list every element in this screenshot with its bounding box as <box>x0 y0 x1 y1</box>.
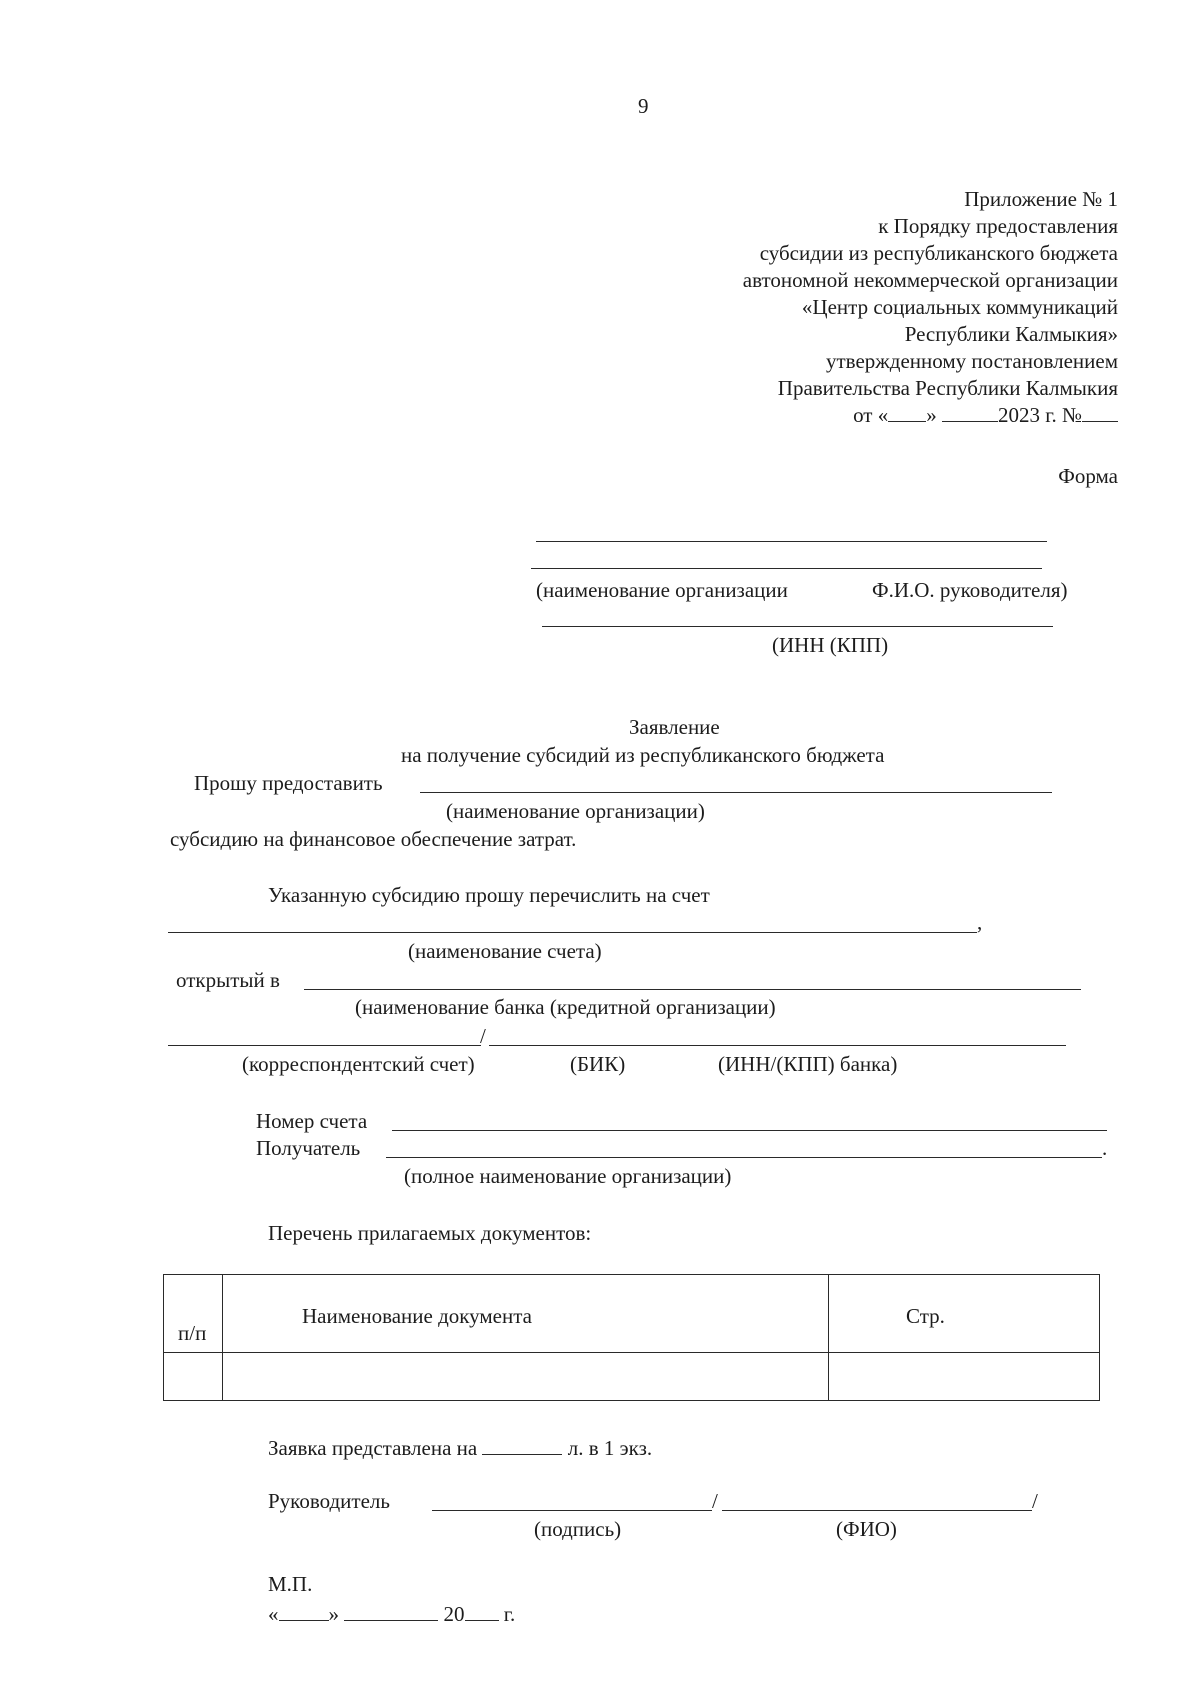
bik-caption: (БИК) <box>570 1052 626 1076</box>
pages-blank <box>482 1436 562 1455</box>
account-name-line <box>168 932 977 933</box>
bank-caption: (наименование банка (кредитной организации) <box>355 995 776 1019</box>
appendix-line-8: Правительства Республики Калмыкия <box>777 376 1118 400</box>
appendix-date-line <box>743 402 1118 429</box>
documents-table <box>163 1274 1100 1401</box>
document-subtitle: на получение субсидий из республиканского бюджета <box>401 743 885 767</box>
head-label: Руководитель <box>268 1489 390 1513</box>
stamp-label: М.П. <box>268 1572 313 1596</box>
bik-inn-line <box>489 1045 1066 1046</box>
appendix-line-2: к Порядку предоставления <box>878 214 1118 238</box>
application-prefix: Заявка представлена на <box>268 1436 478 1460</box>
recipient-label: Получатель <box>256 1136 361 1160</box>
head-fio-caption: Ф.И.О. руководителя) <box>872 578 1068 602</box>
opened-in-label: открытый в <box>176 968 280 992</box>
org-name-caption: (наименование организации <box>536 578 788 602</box>
fio-caption: (ФИО) <box>836 1517 897 1541</box>
full-name-caption: (полное наименование организации) <box>404 1164 732 1188</box>
signature-caption: (подпись) <box>534 1517 622 1541</box>
bank-slash: / <box>480 1024 486 1048</box>
year-blank <box>465 1602 499 1621</box>
recipient-line <box>386 1157 1102 1158</box>
date-open-quote: « <box>268 1602 279 1626</box>
appendix-line-4: автономной некоммерческой организации <box>742 268 1118 292</box>
request-org-caption: (наименование организации) <box>446 799 705 823</box>
bank-line <box>304 989 1081 990</box>
date-year: 2023 г. № <box>997 403 1082 427</box>
inn-line <box>542 626 1053 627</box>
account-caption: (наименование счета) <box>408 939 602 963</box>
appendix-line-3: субсидии из республиканского бюджета <box>759 241 1118 265</box>
month-blank <box>344 1602 438 1621</box>
corr-account-caption: (корреспондентский счет) <box>242 1052 475 1076</box>
request-prefix: Прошу предоставить <box>194 771 383 795</box>
org-head-line <box>531 568 1042 569</box>
account-number-label: Номер счета <box>256 1109 368 1133</box>
table-col-divider-1 <box>222 1275 223 1400</box>
document-title: Заявление <box>629 715 720 739</box>
appendix-line-7: утвержденному постановлением <box>825 349 1118 373</box>
transfer-intro: Указанную субсидию прошу перечислить на счет <box>268 883 710 907</box>
year-prefix: 20 <box>443 1602 465 1626</box>
fio-line <box>722 1510 1032 1511</box>
table-row-divider <box>164 1352 1099 1353</box>
table-col-divider-2 <box>828 1275 829 1400</box>
corr-account-line <box>168 1045 481 1046</box>
appendix-line-5: «Центр социальных коммуникаций <box>801 295 1118 319</box>
date-mid: » <box>926 403 937 427</box>
appendix-line-6: Республики Калмыкия» <box>904 322 1118 346</box>
org-name-line <box>536 541 1047 542</box>
account-number-line <box>392 1130 1107 1131</box>
form-label: Форма <box>1058 464 1118 488</box>
appendix-block <box>743 186 1118 429</box>
day-blank <box>888 403 926 422</box>
request-org-line <box>420 792 1052 793</box>
fio-slash: / <box>1032 1489 1038 1513</box>
col-number-header: п/п <box>178 1321 207 1345</box>
application-suffix: л. в 1 экз. <box>567 1436 653 1460</box>
account-comma: , <box>977 910 983 934</box>
day-blank <box>279 1602 329 1621</box>
date-close-quote: » <box>328 1602 339 1626</box>
col-document-header: Наименование документа <box>302 1304 532 1328</box>
inn-caption: (ИНН (КПП) <box>772 633 889 657</box>
signature-line <box>432 1510 712 1511</box>
appendix-line-1: Приложение № 1 <box>964 187 1118 211</box>
number-blank <box>1082 403 1118 422</box>
col-page-header: Стр. <box>906 1304 945 1328</box>
bank-inn-caption: (ИНН/(КПП) банка) <box>718 1052 898 1076</box>
documents-heading: Перечень прилагаемых документов: <box>268 1221 592 1245</box>
recipient-period: . <box>1102 1136 1108 1160</box>
page-number: 9 <box>638 94 649 118</box>
signing-date-line <box>268 1602 515 1625</box>
month-blank <box>942 403 998 422</box>
signature-slash: / <box>712 1489 718 1513</box>
date-prefix: от « <box>853 403 889 427</box>
application-line <box>268 1436 652 1459</box>
request-purpose: субсидию на финансовое обеспечение затрат. <box>170 827 577 851</box>
year-suffix: г. <box>503 1602 516 1626</box>
